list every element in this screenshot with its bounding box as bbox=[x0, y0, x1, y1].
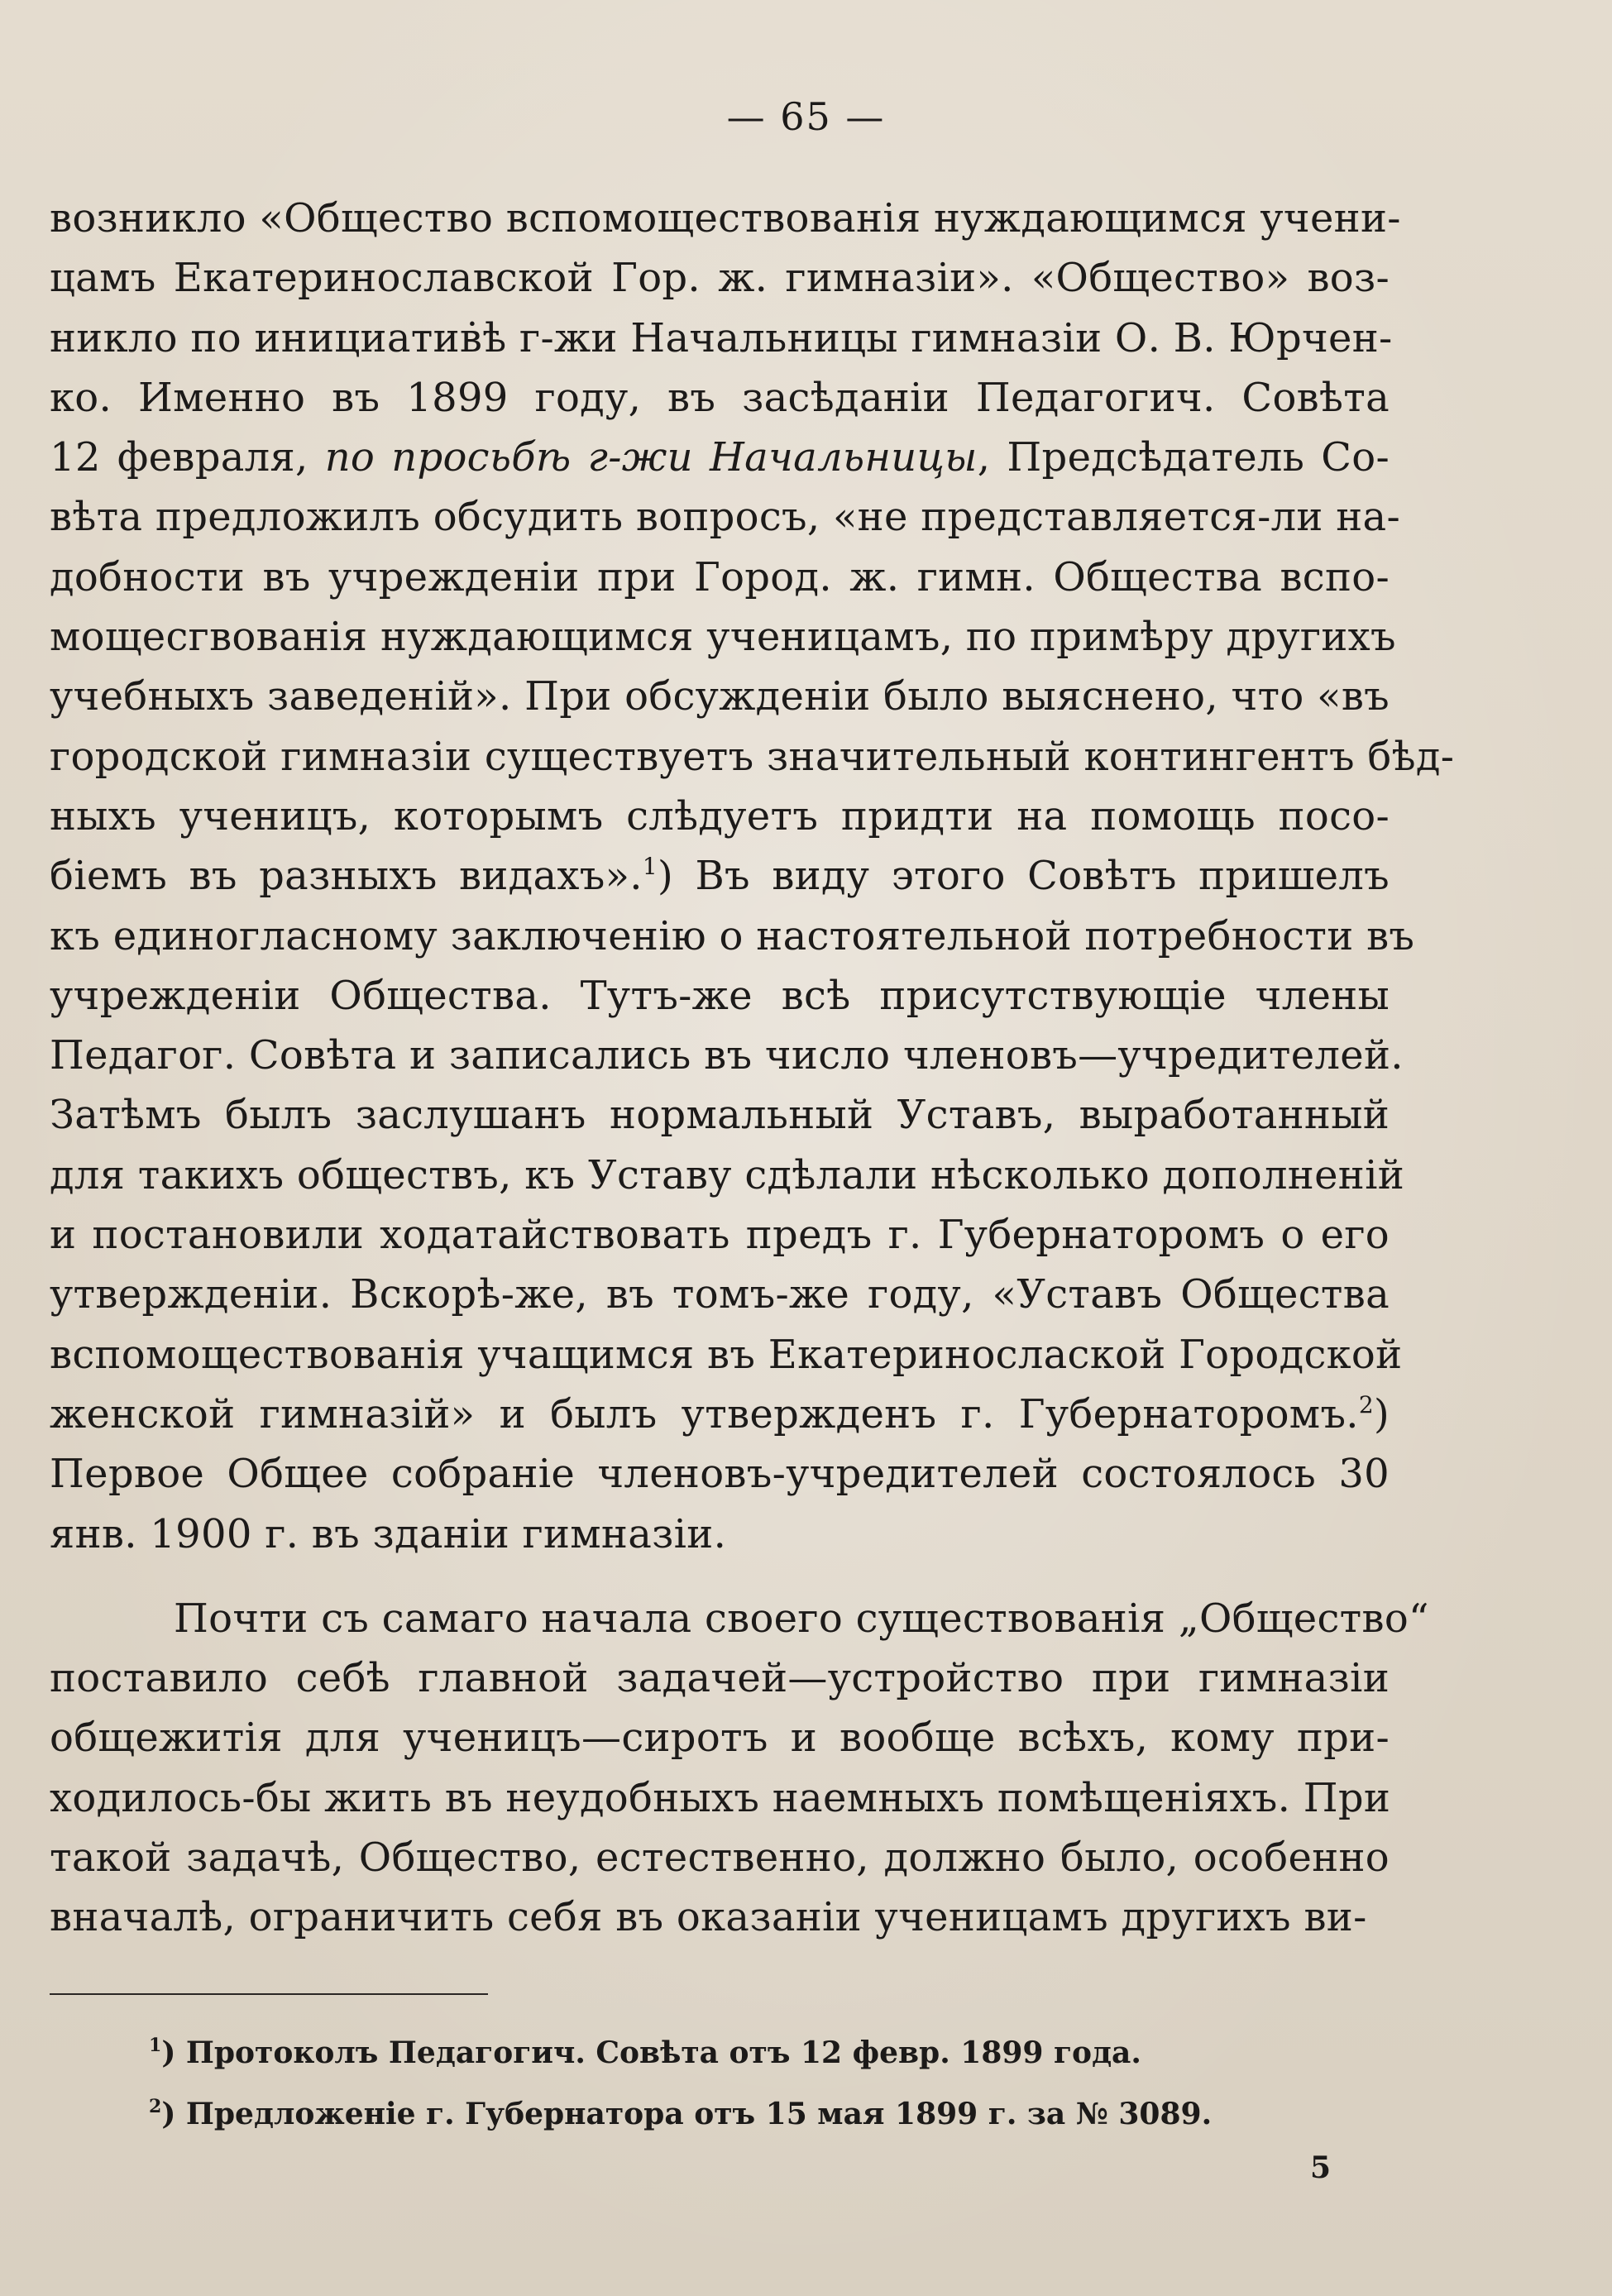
text-line bbox=[50, 1504, 1390, 1564]
text-segment: Затѣмъ былъ заслушанъ нормальный Уставъ, выработанный bbox=[50, 1092, 1390, 1139]
paragraph-1 bbox=[50, 189, 1455, 1564]
text-segment: къ единогласному заключенію о настоятельной потребности въ bbox=[50, 912, 1415, 959]
text-line bbox=[50, 727, 1455, 787]
text-segment: цамъ Екатеринославской Гор. ж. гимназіи». «Общество» воз- bbox=[50, 255, 1390, 302]
text-line bbox=[50, 1265, 1390, 1324]
text-line bbox=[50, 1325, 1403, 1385]
text-segment: мощесгвованія нуждающимся ученицамъ, по примѣру другихъ bbox=[50, 614, 1396, 661]
text-line bbox=[50, 368, 1390, 428]
text-line bbox=[50, 1146, 1405, 1205]
text-segment: вспомоществованія учащимся въ Екатеринослаской Городской bbox=[50, 1331, 1403, 1378]
text-segment: ) bbox=[1373, 1390, 1390, 1437]
footnote-text: ) Предложеніе г. Губернатора отъ 15 мая 1899 г. за № 3089. bbox=[161, 2097, 1213, 2131]
text-segment: возникло «Общество вспомоществованія нуждающимся учени- bbox=[50, 195, 1401, 242]
paragraph-2 bbox=[50, 1589, 1429, 1948]
text-segment: добности въ учрежденіи при Город. ж. гимн. Общества вспо- bbox=[50, 553, 1390, 600]
footnote-1 bbox=[149, 2022, 1390, 2083]
footnote-ref: 2 bbox=[1358, 1390, 1374, 1418]
text-segment: Первое Общее собраніе членовъ-учредителей состоялось 30 bbox=[50, 1451, 1390, 1498]
text-segment: 12 февраля, bbox=[50, 434, 325, 481]
text-line bbox=[50, 1768, 1390, 1828]
italic-emphasis: по просьбѣ г-жи Начальницы bbox=[324, 434, 978, 481]
text-segment: учрежденіи Общества. Тутъ-же всѣ присутствующіе члены bbox=[50, 972, 1390, 1019]
text-segment: біемъ въ разныхъ видахъ». bbox=[50, 853, 643, 900]
text-segment: ходилось-бы жить въ неудобныхъ наемныхъ помѣщеніяхъ. При bbox=[50, 1774, 1391, 1821]
text-segment: городской гимназіи существуетъ значительный контингентъ бѣд- bbox=[50, 733, 1455, 780]
text-line bbox=[50, 1205, 1390, 1265]
text-segment: общежитія для ученицъ—сиротъ и вообще всѣхъ, кому при- bbox=[50, 1715, 1390, 1762]
text-segment: ко. Именно въ 1899 году, въ засѣданіи Педагогич. Совѣта bbox=[50, 374, 1390, 421]
text-line bbox=[50, 846, 1390, 906]
text-line bbox=[50, 906, 1415, 966]
text-line bbox=[50, 1026, 1404, 1085]
text-line bbox=[50, 1648, 1390, 1708]
text-segment: ) Въ виду этого Совѣтъ пришелъ bbox=[657, 853, 1390, 900]
text-line bbox=[50, 787, 1390, 846]
footnotes bbox=[149, 2022, 1390, 2145]
text-line bbox=[50, 487, 1400, 547]
text-line bbox=[50, 1828, 1390, 1887]
text-line bbox=[50, 309, 1393, 368]
text-segment: Педагог. Совѣта и записались въ число членовъ—учредителей. bbox=[50, 1032, 1404, 1079]
text-line bbox=[50, 966, 1390, 1026]
text-segment: ныхъ ученицъ, которымъ слѣдуетъ придти на помощь посо- bbox=[50, 792, 1390, 839]
text-segment: янв. 1900 г. въ зданіи гимназіи. bbox=[50, 1510, 727, 1557]
text-segment: вѣта предложилъ обсудить вопросъ, «не представляется-ли на- bbox=[50, 494, 1400, 541]
footnote-separator bbox=[50, 1993, 488, 1995]
text-line bbox=[50, 607, 1396, 667]
text-segment: Почти съ самаго начала своего существованія „Общество“ bbox=[174, 1595, 1429, 1642]
text-line bbox=[50, 1444, 1390, 1504]
text-segment: и постановили ходатайствовать предъ г. Губернаторомъ о его bbox=[50, 1212, 1390, 1259]
text-segment: для такихъ обществъ, къ Уставу сдѣлали нѣсколько дополненій bbox=[50, 1151, 1405, 1198]
printer-signature-mark: 5 bbox=[1309, 2150, 1331, 2185]
text-line bbox=[50, 1708, 1390, 1767]
footnote-text: ) Протоколъ Педагогич. Совѣта отъ 12 февр. 1899 года. bbox=[161, 2035, 1141, 2070]
footnote-ref: 1 bbox=[642, 853, 658, 881]
text-line bbox=[50, 667, 1390, 726]
footnote-2 bbox=[149, 2083, 1390, 2145]
text-line bbox=[50, 548, 1390, 607]
text-line bbox=[50, 1385, 1390, 1444]
text-line bbox=[50, 428, 1390, 487]
text-line bbox=[50, 1589, 1429, 1648]
text-line bbox=[50, 248, 1390, 308]
text-segment: никло по инициатив̇ѣ г-жи Начальницы гимназіи О. В. Юрчен- bbox=[50, 314, 1393, 361]
text-segment: учебныхъ заведеній». При обсужденіи было выяснено, что «въ bbox=[50, 673, 1390, 720]
text-line bbox=[50, 1887, 1390, 1947]
text-segment: утвержденіи. Вскорѣ-же, въ томъ-же году, «Уставъ Общества bbox=[50, 1271, 1390, 1318]
text-segment: , Предсѣдатель Со- bbox=[977, 434, 1390, 481]
footnote-mark: 2 bbox=[149, 2096, 162, 2117]
footnote-mark: 1 bbox=[149, 2035, 162, 2056]
page-number: — 65 — bbox=[726, 94, 886, 139]
text-line bbox=[50, 189, 1401, 248]
body-text bbox=[50, 189, 1455, 1948]
text-segment: женской гимназій» и былъ утвержденъ г. Губернаторомъ. bbox=[50, 1390, 1359, 1437]
text-segment: вначалѣ, ограничить себя въ оказаніи ученицамъ другихъ ви- bbox=[50, 1894, 1367, 1941]
text-line bbox=[50, 1085, 1390, 1145]
text-segment: такой задачѣ, Общество, естественно, должно было, особенно bbox=[50, 1834, 1390, 1882]
text-segment: поставило себѣ главной задачей—устройство при гимназіи bbox=[50, 1655, 1390, 1702]
